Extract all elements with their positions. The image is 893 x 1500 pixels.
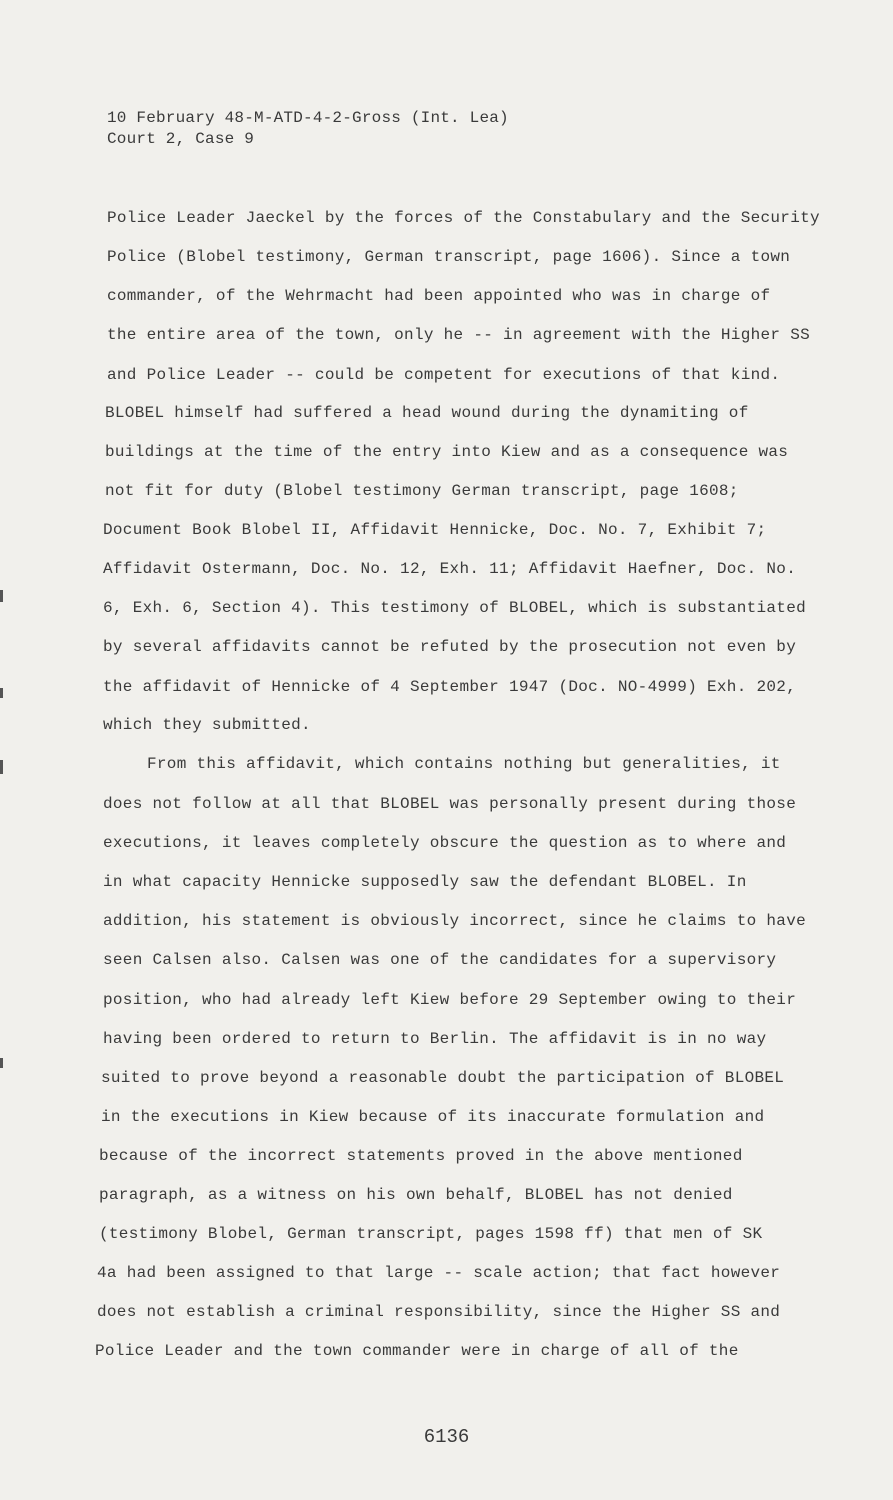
- body-line: having been ordered to return to Berlin. The affidavit is in no way: [103, 1030, 767, 1048]
- body-line: BLOBEL himself had suffered a head wound during the dynamiting of: [105, 404, 749, 422]
- body-line: in the executions in Kiew because of its inaccurate formulation and: [101, 1108, 765, 1126]
- body-line: in what capacity Hennicke supposedly saw the defendant BLOBEL. In: [103, 873, 747, 891]
- body-line: Affidavit Ostermann, Doc. No. 12, Exh. 11; Affidavit Haefner, Doc. No.: [103, 560, 797, 578]
- body-line: 4a had been assigned to that large -- scale action; that fact however: [97, 1264, 781, 1282]
- body-line: suited to prove beyond a reasonable doubt the participation of BLOBEL: [101, 1069, 785, 1087]
- body-line: buildings at the time of the entry into Kiew and as a consequence was: [105, 443, 789, 461]
- body-line: the affidavit of Hennicke of 4 September 1947 (Doc. NO-4999) Exh. 202,: [103, 678, 797, 696]
- body-line: executions, it leaves completely obscure the question as to where and: [103, 834, 787, 852]
- body-line: because of the incorrect statements proved in the above mentioned: [99, 1147, 743, 1165]
- body-line: commander, of the Wehrmacht had been appointed who was in charge of: [107, 287, 771, 305]
- body-line: by several affidavits cannot be refuted by the prosecution not even by: [103, 638, 797, 656]
- header-date-reference: 10 February 48-M-ATD-4-2-Gross (Int. Lea): [107, 109, 509, 127]
- body-line: not fit for duty (Blobel testimony German transcript, page 1608;: [105, 482, 739, 500]
- scan-edge-mark: [0, 590, 3, 602]
- body-line: does not establish a criminal responsibility, since the Higher SS and: [97, 1303, 781, 1321]
- body-line: the entire area of the town, only he -- in agreement with the Higher SS: [107, 326, 811, 344]
- body-line: Police Leader and the town commander were in charge of all of the: [95, 1342, 739, 1360]
- body-line: and Police Leader -- could be competent for executions of that kind.: [107, 366, 781, 384]
- body-line: seen Calsen also. Calsen was one of the candidates for a supervisory: [103, 951, 777, 969]
- scan-edge-mark: [0, 1058, 3, 1068]
- page-number: 6136: [423, 1426, 470, 1448]
- body-line: paragraph, as a witness on his own behalf, BLOBEL has not denied: [99, 1186, 733, 1204]
- body-line: Document Book Blobel II, Affidavit Hennicke, Doc. No. 7, Exhibit 7;: [103, 521, 767, 539]
- scan-edge-mark: [0, 688, 3, 698]
- body-line: position, who had already left Kiew before 29 September owing to their: [103, 991, 797, 1009]
- body-line: which they submitted.: [103, 716, 311, 734]
- body-line: Police (Blobel testimony, German transcript, page 1606). Since a town: [107, 248, 791, 266]
- document-header: [107, 108, 509, 150]
- body-line: From this affidavit, which contains nothing but generalities, it: [147, 755, 781, 773]
- body-line: (testimony Blobel, German transcript, pages 1598 ff) that men of SK: [99, 1225, 763, 1243]
- body-line: does not follow at all that BLOBEL was personally present during those: [103, 795, 797, 813]
- body-line: 6, Exh. 6, Section 4). This testimony of BLOBEL, which is substantiated: [103, 599, 807, 617]
- body-line: addition, his statement is obviously incorrect, since he claims to have: [103, 912, 807, 930]
- body-line: Police Leader Jaeckel by the forces of the Constabulary and the Security: [107, 209, 820, 227]
- header-court-case: Court 2, Case 9: [107, 130, 255, 148]
- scan-edge-mark: [0, 760, 3, 774]
